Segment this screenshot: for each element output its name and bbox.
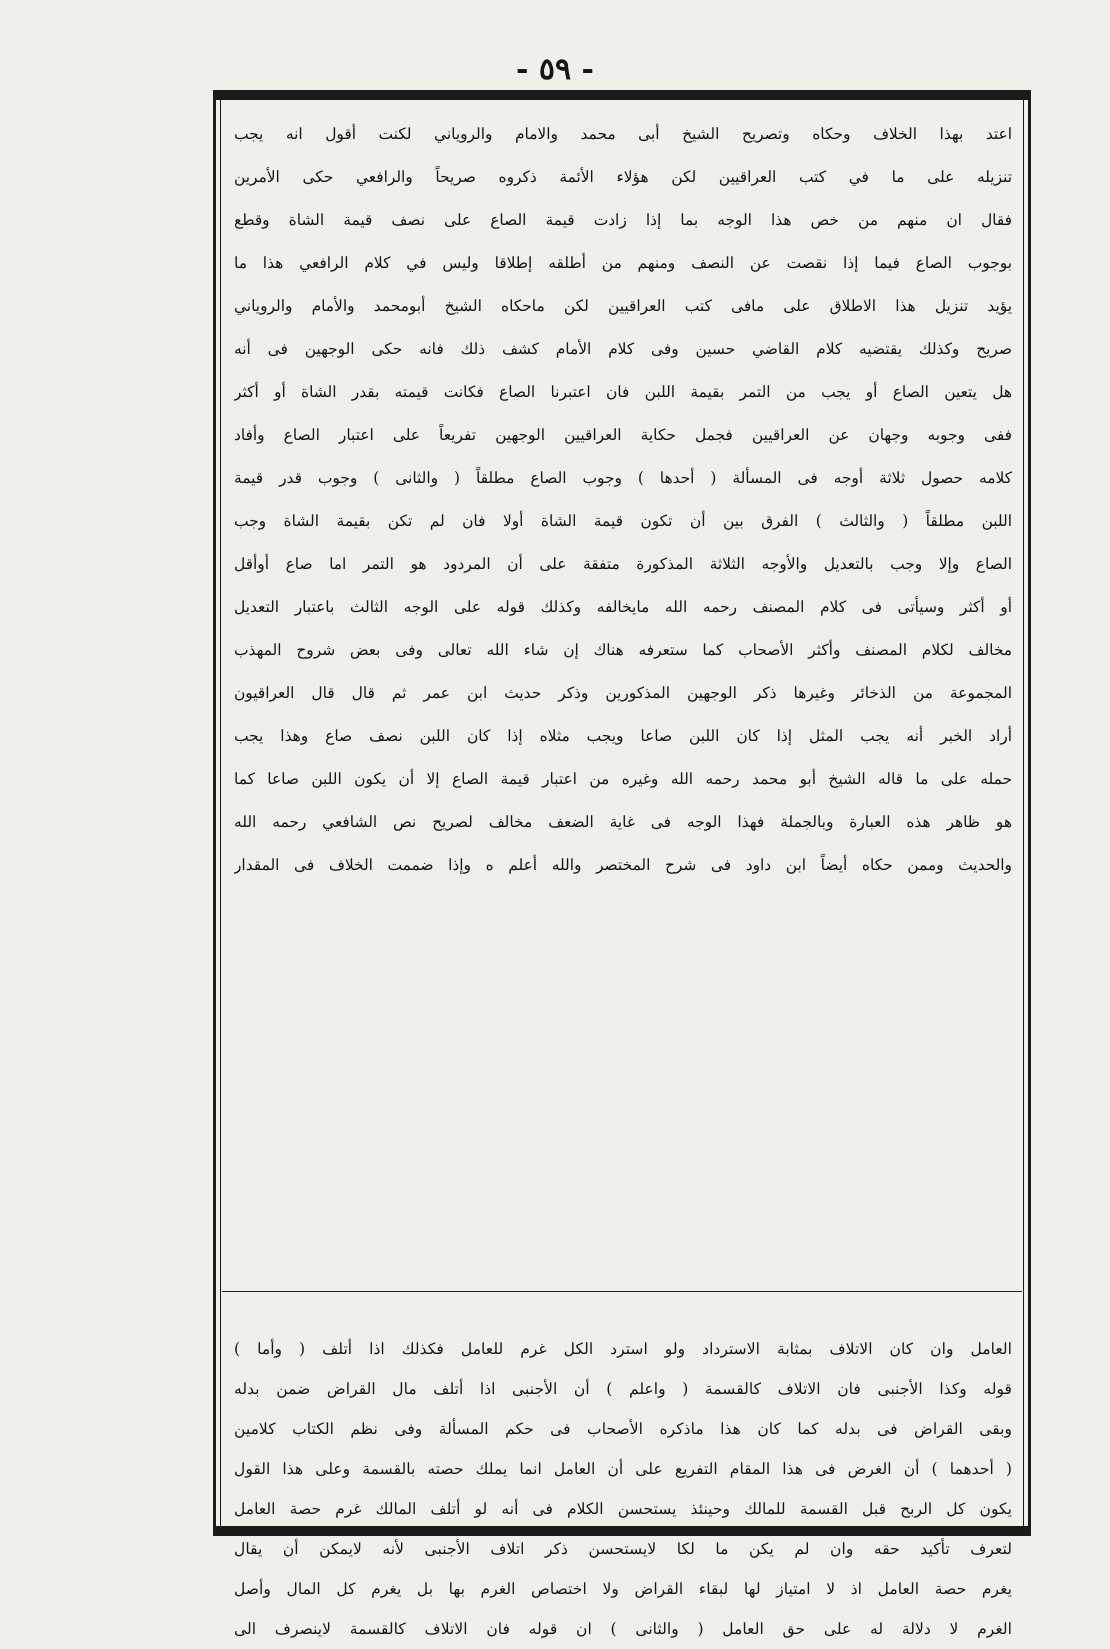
text-line: قوله وكذا الأجنبى فان الاتلاف كالقسمة ( واعلم ) أن الأجنبى اذا أتلف مال القراض ضمن بدله — [234, 1380, 1012, 1398]
text-line: تنزيله على ما في كتب العراقيين لكن هؤلاء الأئمة ذكروه صريحاً والرافعي حكى الأمرين — [234, 168, 1012, 186]
text-line: يغرم حصة العامل اذ لا امتياز لها لبقاء القراض ولا اختصاص الغرم بها بل يغرم كل المال وأصل — [234, 1580, 1012, 1598]
text-line: اعتد بهذا الخلاف وحكاه وتصريح الشيخ أبى محمد والامام والروياني لكنت أقول انه يجب — [234, 125, 1012, 143]
text-line: كلامه حصول ثلاثة أوجه فى المسألة ( أحدها ) وجوب الصاع مطلقاً ( والثانى ) وجوب قدر قيمة — [234, 469, 1012, 487]
text-line: وبقى القراض فى بدله كما كان هذا ماذكره الأصحاب فى حكم المسألة وفى نظم الكتاب كلامين — [234, 1420, 1012, 1438]
main-text-block — [234, 113, 1012, 1278]
text-line: الغرم لا دلالة له على حق العامل ( والثانى ) ان قوله فان الاتلاف كالقسمة لاينصرف الى — [234, 1620, 1012, 1638]
text-line: حمله على ما قاله الشيخ أبو محمد رحمه الله وغيره من اعتبار قيمة الصاع إلا أن يكون اللبن صاعا كما — [234, 770, 1012, 788]
text-line: اللبن مطلقاً ( والثالث ) الفرق بين أن تكون قيمة الشاة أولا فان لم تكن بقيمة الشاة وجب — [234, 512, 1012, 530]
text-line: أو أكثر وسيأتى فى كلام المصنف رحمه الله مايخالفه وكذلك قوله على الوجه الثالث باعتبار التعديل — [234, 598, 1012, 616]
text-line: يكون كل الربح قبل القسمة للمالك وحينئذ يستحسن الكلام فى أنه لو أتلف المالك غرم حصة العامل — [234, 1500, 1012, 1518]
top-border-rule — [216, 93, 1028, 100]
page-frame — [213, 90, 1031, 1638]
text-line: هو ظاهر هذه العبارة وبالجملة فهذا الوجه فى غاية الضعف مخالف لصريح نص الشافعي رحمه الله — [234, 813, 1012, 831]
text-line: المجموعة من الذخائر وغيرها ذكر الوجهين المذكورين وذكر حديث ابن عمر ثم قال قال العراقيون — [234, 684, 1012, 702]
text-line: لتعرف تأكيد حقه وان لم يكن ما لكا لايستحسن ذكر اتلاف الأجنبى لأنه لايمكن أن يقال — [234, 1540, 1012, 1558]
text-line: صريح وكذلك يقتضيه كلام القاضي حسين وفى كلام الأمام كشف ذلك فانه حكى الوجهين فى أنه — [234, 340, 1012, 358]
text-line: والحديث وممن حكاه أيضاً ابن داود فى شرح المختصر والله أعلم ه وإذا ضممت الخلاف فى المقدار — [234, 856, 1012, 874]
section-divider — [222, 1291, 1022, 1292]
commentary-text-block — [234, 1329, 1012, 1638]
text-line: الصاع وإلا وجب بالتعديل والأوجه الثلاثة المذكورة متفقة على أن المردود هو التمر اما صاع أوأقل — [234, 555, 1012, 573]
bottom-border-rule — [216, 1526, 1028, 1533]
page-number: - ٥٩ - — [515, 52, 595, 87]
text-line: يؤيد تنزيل هذا الاطلاق على مافى كتب العراقيين لكن ماحكاه الشيخ أبومحمد والأمام والروياني — [234, 297, 1012, 315]
text-line: هل يتعين الصاع أو يجب من التمر بقيمة اللبن فان اعتبرنا الصاع فكانت قيمته بقدر الشاة أو أكثر — [234, 383, 1012, 401]
text-line: أراد الخبر أنه يجب المثل إذا كان اللبن صاعا ويجب مثلاه إذا كان اللبن نصف صاع وهذا يجب — [234, 727, 1012, 745]
text-line: فقال ان منهم من خص هذا الوجه بما إذا زادت قيمة الصاع على نصف قيمة الشاة وقطع — [234, 211, 1012, 229]
text-line: ففى وجوبه وجهان عن العراقيين فجمل حكاية العراقيين الوجهين تفريعاً على اعتبار الصاع وأفاد — [234, 426, 1012, 444]
text-line: العامل وان كان الاتلاف بمثابة الاسترداد ولو استرد الكل غرم للعامل فكذلك اذا أتلف ( وأما ) — [234, 1340, 1012, 1358]
text-line: بوجوب الصاع فيما إذا نقصت عن النصف ومنهم من أطلقه إطلاقا وليس في كلام الرافعي هذا ما — [234, 254, 1012, 272]
text-line: مخالف لكلام المصنف وأكثر الأصحاب كما ستعرفه هناك إن شاء الله تعالى وفى بعض شروح المهذب — [234, 641, 1012, 659]
text-line: ( أحدهما ) أن الغرض فى هذا المقام التفريع على أن العامل انما يملك حصته بالقسمة وعلى هذا القول — [234, 1460, 1012, 1478]
